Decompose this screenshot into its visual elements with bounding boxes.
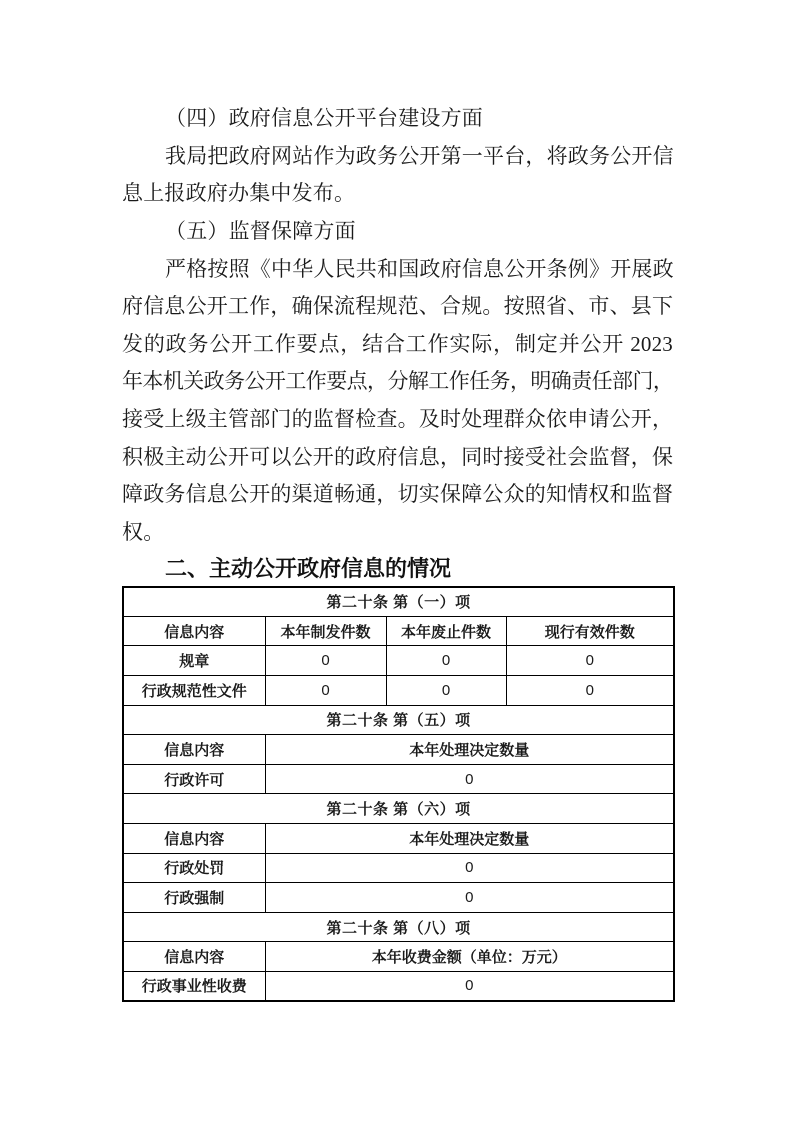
table-row [123,971,674,1001]
row-label-cell: 行政强制 [123,883,265,913]
column-header-row [123,823,674,853]
table-row [123,646,674,676]
body-text [122,100,673,552]
value-cell: 0 [386,646,506,676]
text-line: 府信息公开工作，确保流程规范、合规。按照省、市、县下 [122,294,674,319]
value-cell: 0 [506,646,674,676]
value-cell: 0 [386,675,506,705]
table-section-title: 第二十条 第（一）项 [123,587,674,617]
column-header: 信息内容 [123,942,265,972]
table-row [123,764,674,794]
column-header-row [123,616,674,646]
page-content [122,100,673,1002]
column-header: 信息内容 [123,735,265,765]
table-row [123,675,674,705]
row-label-cell: 行政处罚 [123,853,265,883]
table-section-title: 第二十条 第（五）项 [123,705,674,735]
column-header: 本年制发件数 [265,616,386,646]
row-label-cell: 行政许可 [123,764,265,794]
row-label-cell: 行政事业性收费 [123,971,265,1001]
text-line: 年本机关政务公开工作要点，分解工作任务，明确责任部门， [122,369,673,394]
column-header: 信息内容 [123,823,265,853]
value-cell: 0 [265,853,674,883]
value-cell: 0 [265,764,674,794]
table-section-title-row [123,912,674,942]
value-cell: 0 [265,675,386,705]
column-header: 本年处理决定数量 [265,823,674,853]
disclosure-table [122,586,675,1002]
column-header: 本年处理决定数量 [265,735,674,765]
column-header-row [123,735,674,765]
row-label-cell: 行政规范性文件 [123,675,265,705]
column-header: 现行有效件数 [506,616,674,646]
text-line: 发的政务公开工作要点，结合工作实际，制定并公开 2023 [122,331,673,356]
section-heading: 二、主动公开政府信息的情况 [165,555,452,581]
text-line: 息上报政府办集中发布。 [122,181,356,206]
text-line: 严格按照《中华人民共和国政府信息公开条例》开展政 [165,256,674,281]
value-cell: 0 [265,646,386,676]
table-row [123,853,674,883]
table-section-title-row [123,794,674,824]
text-line: （五）监督保障方面 [165,218,356,243]
value-cell: 0 [506,675,674,705]
column-header: 本年收费金额（单位：万元） [265,942,674,972]
table-row [123,883,674,913]
text-line: 障政务信息公开的渠道畅通，切实保障公众的知情权和监督 [122,482,674,507]
column-header: 信息内容 [123,616,265,646]
table-section-title-row [123,705,674,735]
text-line: 积极主动公开可以公开的政府信息，同时接受社会监督，保 [122,444,674,469]
value-cell: 0 [265,883,674,913]
row-label-cell: 规章 [123,646,265,676]
column-header-row [123,942,674,972]
table-section-title: 第二十条 第（六）项 [123,794,674,824]
table-section-title-row [123,587,674,617]
column-header: 本年废止件数 [386,616,506,646]
text-line: 我局把政府网站作为政务公开第一平台，将政务公开信 [165,143,674,168]
value-cell: 0 [265,971,674,1001]
text-line: （四）政府信息公开平台建设方面 [165,106,483,130]
text-line: 权。 [122,520,165,545]
table-section-title: 第二十条 第（八）项 [123,912,674,942]
text-line: 接受上级主管部门的监督检查。及时处理群众依申请公开， [122,407,674,432]
